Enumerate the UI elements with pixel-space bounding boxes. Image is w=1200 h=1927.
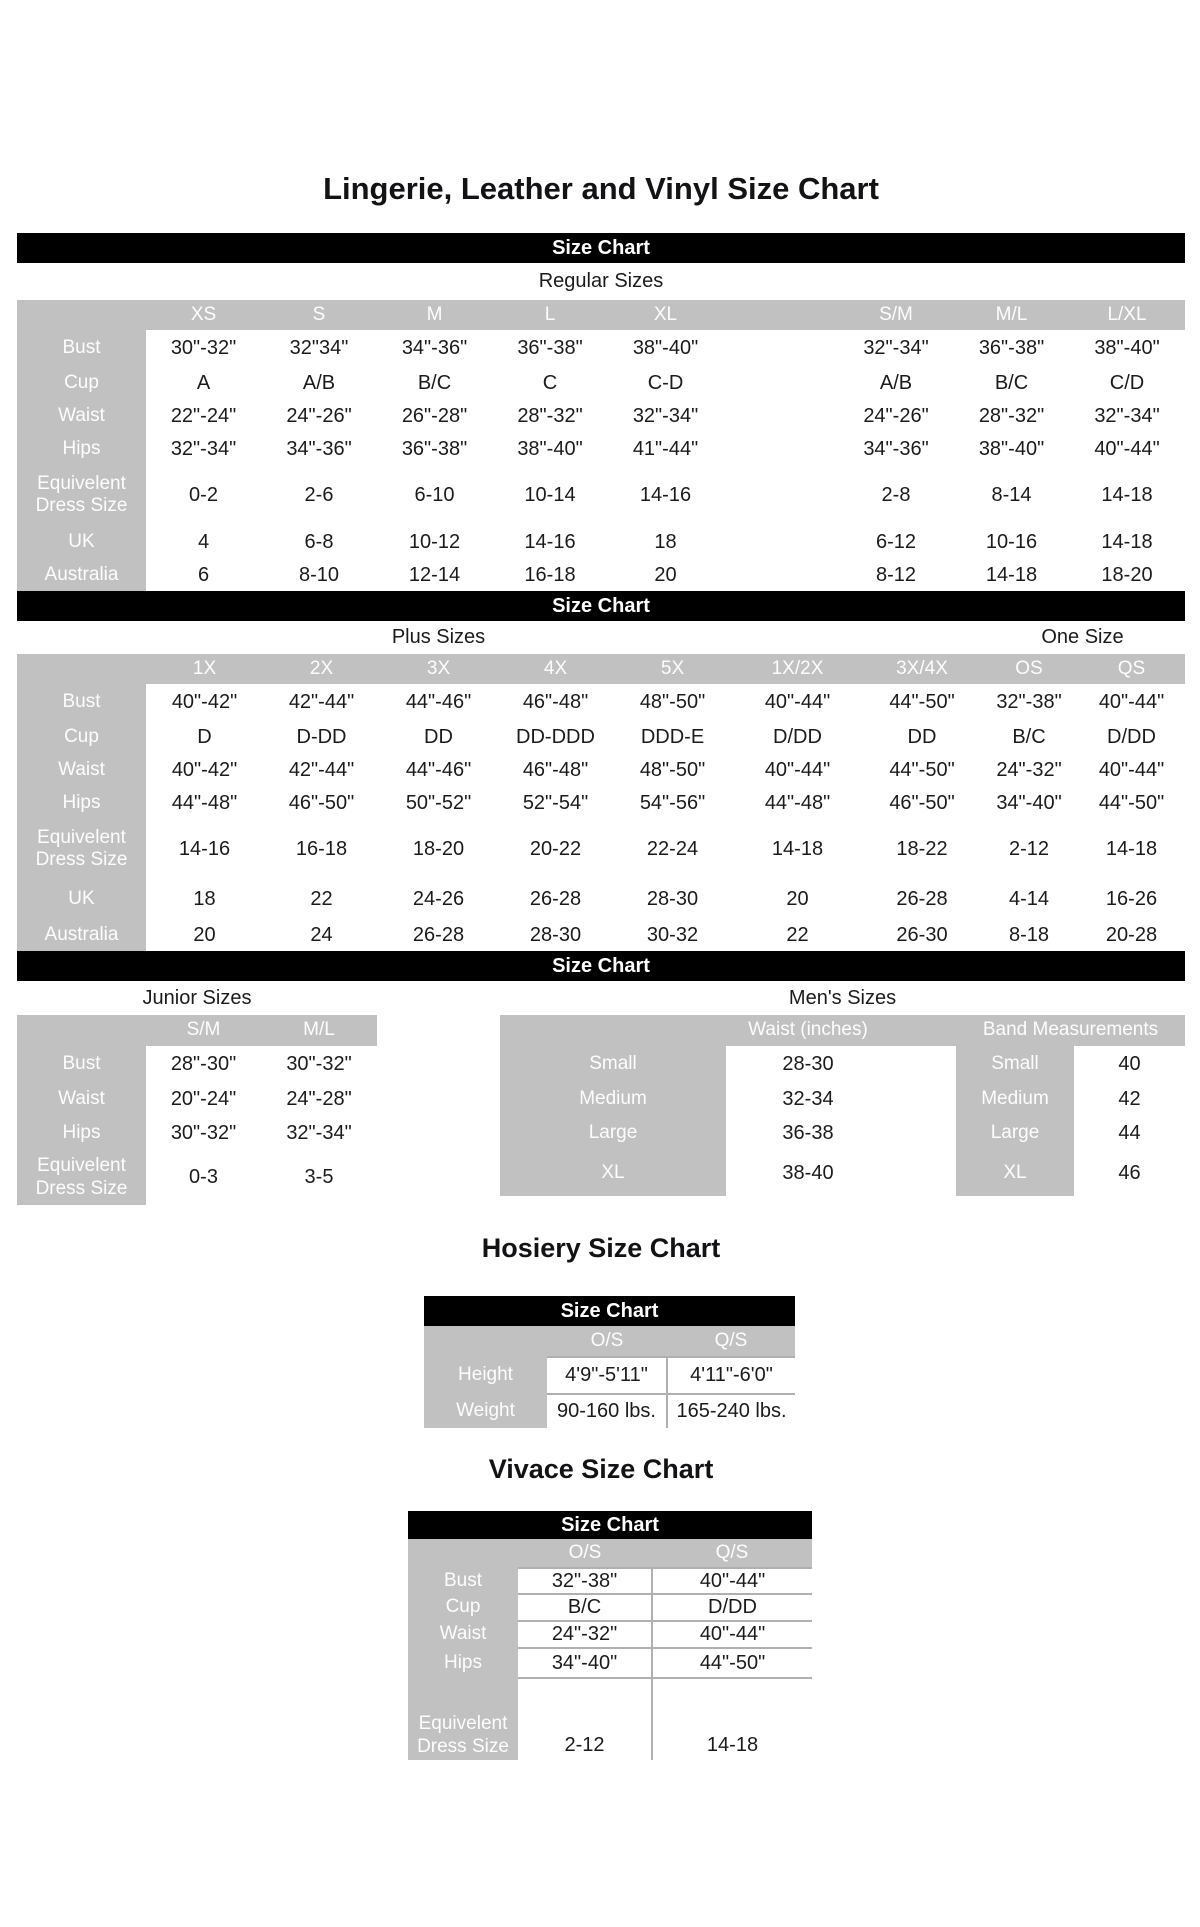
value-cell: 20 [608, 560, 723, 591]
value-cell: 32"-34" [608, 400, 723, 433]
value-cell: 32"-38" [980, 684, 1078, 721]
value-cell: 6-8 [261, 524, 377, 560]
row-label: Waist [408, 1621, 518, 1648]
row-label: Hips [17, 1116, 146, 1150]
value-cell: 40"-44" [1078, 684, 1185, 721]
table-row [17, 524, 1185, 560]
table-row [500, 1150, 1185, 1196]
value-cell: 40"-42" [146, 684, 263, 721]
value-cell: 46"-48" [497, 754, 614, 787]
table-row [17, 1150, 377, 1205]
value-cell: 38"-40" [492, 433, 608, 466]
value-cell: 38"-40" [1069, 330, 1185, 367]
table-row [17, 787, 1185, 820]
value-cell: 26-30 [864, 920, 980, 951]
value-cell: C-D [608, 367, 723, 400]
value-cell: 48"-50" [614, 684, 731, 721]
value-cell: 44"-50" [652, 1648, 812, 1678]
value-cell: 14-18 [1069, 524, 1185, 560]
value-cell: 44"-50" [864, 684, 980, 721]
value-cell: 14-16 [146, 820, 263, 878]
table-row [500, 1046, 1185, 1082]
value-cell: 4'11"-6'0" [667, 1357, 795, 1394]
value-cell: 24"-28" [261, 1082, 377, 1116]
column-header: XS [146, 300, 261, 330]
size-chart-bar: Size Chart [408, 1511, 812, 1539]
value-cell: 40"-42" [146, 754, 263, 787]
value-cell: 28"-32" [492, 400, 608, 433]
value-cell: 44 [1074, 1116, 1185, 1150]
column-header: 2X [263, 654, 380, 684]
value-cell: 54"-56" [614, 787, 731, 820]
row-label: Small [956, 1046, 1074, 1082]
value-cell: B/C [377, 367, 492, 400]
row-label: Cup [17, 367, 146, 400]
spacer-cell [723, 524, 838, 560]
value-cell: 2-8 [838, 466, 954, 524]
value-cell: 30-32 [614, 920, 731, 951]
page-title: Lingerie, Leather and Vinyl Size Chart [323, 171, 879, 206]
value-cell: 90-160 lbs. [547, 1394, 667, 1428]
column-header: 1X [146, 654, 263, 684]
row-label: Waist [17, 400, 146, 433]
spacer-header [890, 1015, 956, 1046]
table-row [408, 1621, 812, 1648]
value-cell: 44"-46" [380, 754, 497, 787]
plus-sizes-group-row [17, 621, 1185, 654]
waist-inches-header: Waist (inches) [726, 1015, 890, 1046]
value-cell: 32"-34" [146, 433, 261, 466]
spacer-cell [890, 1082, 956, 1116]
value-cell: 28-30 [726, 1046, 890, 1082]
row-label: Equivelent Dress Size [408, 1678, 518, 1760]
column-header: S [261, 300, 377, 330]
value-cell: 32"-34" [261, 1116, 377, 1150]
row-label: Cup [17, 721, 146, 754]
value-cell: C/D [1069, 367, 1185, 400]
spacer-cell [723, 560, 838, 591]
value-cell: 46"-48" [497, 684, 614, 721]
hosiery-table [424, 1326, 795, 1428]
corner-cell [500, 1015, 726, 1046]
value-cell: 34"-36" [838, 433, 954, 466]
table-row [500, 1116, 1185, 1150]
value-cell: 32"-34" [838, 330, 954, 367]
band-measurements-header: Band Measurements [956, 1015, 1185, 1046]
value-cell: B/C [518, 1594, 652, 1621]
value-cell: 14-18 [1078, 820, 1185, 878]
value-cell: 20"-24" [146, 1082, 261, 1116]
value-cell: D-DD [263, 721, 380, 754]
value-cell: 38-40 [726, 1150, 890, 1196]
column-header: L [492, 300, 608, 330]
junior-mens-group-row [17, 981, 1185, 1015]
value-cell: 24-26 [380, 878, 497, 920]
value-cell: 14-16 [492, 524, 608, 560]
table-row [17, 1082, 377, 1116]
row-label: Equivelent Dress Size [17, 1150, 146, 1205]
column-header: 1X/2X [731, 654, 864, 684]
value-cell: 165-240 lbs. [667, 1394, 795, 1428]
table-row [408, 1678, 812, 1760]
value-cell: 42 [1074, 1082, 1185, 1116]
table-row [424, 1357, 795, 1394]
row-label: Bust [17, 684, 146, 721]
spacer-header [723, 300, 838, 330]
size-chart-bar: Size Chart [424, 1296, 795, 1326]
value-cell: 16-18 [263, 820, 380, 878]
column-header-row [17, 1015, 377, 1046]
value-cell: 20-22 [497, 820, 614, 878]
value-cell: D/DD [652, 1594, 812, 1621]
column-header-row [424, 1326, 795, 1357]
value-cell: 40"-44" [731, 754, 864, 787]
value-cell: 32"-34" [1069, 400, 1185, 433]
value-cell: 28"-30" [146, 1046, 261, 1082]
value-cell: 36"-38" [492, 330, 608, 367]
value-cell: 40"-44" [652, 1568, 812, 1594]
table-row [408, 1568, 812, 1594]
value-cell: 24"-32" [518, 1621, 652, 1648]
table-row [17, 684, 1185, 721]
value-cell: 41"-44" [608, 433, 723, 466]
value-cell: 20-28 [1078, 920, 1185, 951]
row-label: Equivelent Dress Size [17, 466, 146, 524]
value-cell: DD [380, 721, 497, 754]
value-cell: 6-10 [377, 466, 492, 524]
table-row [17, 367, 1185, 400]
value-cell: 10-16 [954, 524, 1069, 560]
table-row [17, 920, 1185, 951]
row-label: Hips [408, 1648, 518, 1678]
row-label: XL [956, 1150, 1074, 1196]
value-cell: 50"-52" [380, 787, 497, 820]
column-header: O/S [518, 1539, 652, 1568]
value-cell: 42"-44" [263, 754, 380, 787]
table-row [17, 721, 1185, 754]
row-label: Large [500, 1116, 726, 1150]
value-cell: 28"-32" [954, 400, 1069, 433]
row-label: Waist [17, 754, 146, 787]
value-cell: DDD-E [614, 721, 731, 754]
spacer-cell [723, 466, 838, 524]
value-cell: 32"-38" [518, 1568, 652, 1594]
value-cell: 22 [263, 878, 380, 920]
value-cell: 6 [146, 560, 261, 591]
row-label: Equivelent Dress Size [17, 820, 146, 878]
value-cell: 26-28 [864, 878, 980, 920]
column-header: S/M [146, 1015, 261, 1046]
regular-sizes-table [17, 300, 1185, 591]
value-cell: C [492, 367, 608, 400]
column-header: M/L [954, 300, 1069, 330]
value-cell: B/C [980, 721, 1078, 754]
value-cell: 18-20 [1069, 560, 1185, 591]
table-row [17, 433, 1185, 466]
row-label: Cup [408, 1594, 518, 1621]
value-cell: 40"-44" [652, 1621, 812, 1648]
row-label: Height [424, 1357, 547, 1394]
table-row [17, 1046, 377, 1082]
column-header: 3X [380, 654, 497, 684]
value-cell: DD [864, 721, 980, 754]
value-cell: 44"-50" [1078, 787, 1185, 820]
value-cell: 16-26 [1078, 878, 1185, 920]
value-cell: 4'9"-5'11" [547, 1357, 667, 1394]
regular-sizes-group-row [17, 263, 1185, 300]
value-cell: 2-6 [261, 466, 377, 524]
plus-sizes-label: Plus Sizes [391, 626, 486, 648]
value-cell: 40"-44" [1069, 433, 1185, 466]
value-cell: 40"-44" [1078, 754, 1185, 787]
column-header: M/L [261, 1015, 377, 1046]
value-cell: 44"-46" [380, 684, 497, 721]
value-cell: 34"-36" [261, 433, 377, 466]
value-cell: 30"-32" [261, 1046, 377, 1082]
corner-cell [424, 1326, 547, 1357]
vivace-section [408, 1511, 812, 1760]
column-header: QS [1078, 654, 1185, 684]
row-label: Australia [17, 920, 146, 951]
table-row [17, 754, 1185, 787]
spacer-cell [723, 433, 838, 466]
value-cell: 28-30 [497, 920, 614, 951]
value-cell: 22-24 [614, 820, 731, 878]
row-label: Bust [17, 1046, 146, 1082]
value-cell: 40 [1074, 1046, 1185, 1082]
junior-sizes-label: Junior Sizes [142, 986, 252, 1009]
one-size-label: One Size [1041, 626, 1124, 648]
junior-sizes-table [17, 1015, 377, 1205]
value-cell: 44"-50" [864, 754, 980, 787]
value-cell: 14-18 [731, 820, 864, 878]
value-cell: 2-12 [518, 1678, 652, 1760]
junior-mens-tables-row [17, 1015, 1185, 1205]
value-cell: 14-18 [1069, 466, 1185, 524]
corner-cell [17, 300, 146, 330]
value-cell: A [146, 367, 261, 400]
row-label: Bust [408, 1568, 518, 1594]
value-cell: 3-5 [261, 1150, 377, 1205]
value-cell: 8-12 [838, 560, 954, 591]
spacer-cell [890, 1116, 956, 1150]
value-cell: D/DD [1078, 721, 1185, 754]
value-cell: 8-18 [980, 920, 1078, 951]
value-cell: 0-2 [146, 466, 261, 524]
value-cell: 4 [146, 524, 261, 560]
value-cell: 24 [263, 920, 380, 951]
value-cell: 26"-28" [377, 400, 492, 433]
value-cell: DD-DDD [497, 721, 614, 754]
mens-header-row [500, 1015, 1185, 1046]
value-cell: 42"-44" [263, 684, 380, 721]
value-cell: 24"-26" [838, 400, 954, 433]
table-row [17, 560, 1185, 591]
hosiery-title: Hosiery Size Chart [481, 1233, 721, 1263]
value-cell: 38"-40" [954, 433, 1069, 466]
value-cell: 6-12 [838, 524, 954, 560]
table-row [500, 1082, 1185, 1116]
value-cell: 22"-24" [146, 400, 261, 433]
row-label: UK [17, 878, 146, 920]
column-header: L/XL [1069, 300, 1185, 330]
row-label: Waist [17, 1082, 146, 1116]
spacer-cell [723, 330, 838, 367]
value-cell: 32-34 [726, 1082, 890, 1116]
value-cell: 46"-50" [864, 787, 980, 820]
value-cell: 8-10 [261, 560, 377, 591]
value-cell: 30"-32" [146, 330, 261, 367]
plus-sizes-table [17, 654, 1185, 951]
value-cell: 20 [146, 920, 263, 951]
value-cell: 46 [1074, 1150, 1185, 1196]
table-row [408, 1648, 812, 1678]
column-header: 5X [614, 654, 731, 684]
value-cell: 18-22 [864, 820, 980, 878]
table-row [17, 878, 1185, 920]
row-label: Hips [17, 433, 146, 466]
spacer-cell [723, 400, 838, 433]
value-cell: 34"-40" [980, 787, 1078, 820]
spacer-cell [890, 1046, 956, 1082]
value-cell: 52"-54" [497, 787, 614, 820]
table-row [17, 820, 1185, 878]
row-label: Bust [17, 330, 146, 367]
size-chart-bar: Size Chart [17, 951, 1185, 981]
table-row [408, 1594, 812, 1621]
table-row [17, 330, 1185, 367]
table-row [17, 400, 1185, 433]
value-cell: 36-38 [726, 1116, 890, 1150]
column-header: Q/S [652, 1539, 812, 1568]
corner-cell [408, 1539, 518, 1568]
row-label: Large [956, 1116, 1074, 1150]
value-cell: D/DD [731, 721, 864, 754]
value-cell: 18 [608, 524, 723, 560]
column-header-row [17, 654, 1185, 684]
column-header: Q/S [667, 1326, 795, 1357]
spacer-cell [890, 1150, 956, 1196]
value-cell: 26-28 [380, 920, 497, 951]
row-label: UK [17, 524, 146, 560]
value-cell: 48"-50" [614, 754, 731, 787]
size-chart-bar: Size Chart [17, 233, 1185, 263]
column-header: XL [608, 300, 723, 330]
value-cell: A/B [838, 367, 954, 400]
value-cell: D [146, 721, 263, 754]
value-cell: 40"-44" [731, 684, 864, 721]
value-cell: 44"-48" [146, 787, 263, 820]
row-label: Medium [500, 1082, 726, 1116]
table-row [17, 1116, 377, 1150]
column-header: S/M [838, 300, 954, 330]
column-header-row [408, 1539, 812, 1568]
value-cell: 16-18 [492, 560, 608, 591]
row-label: Hips [17, 787, 146, 820]
value-cell: 36"-38" [954, 330, 1069, 367]
mens-sizes-table [500, 1015, 1185, 1196]
value-cell: 24"-32" [980, 754, 1078, 787]
hosiery-section [424, 1296, 795, 1428]
value-cell: 18 [146, 878, 263, 920]
size-chart-bar: Size Chart [17, 591, 1185, 621]
value-cell: 0-3 [146, 1150, 261, 1205]
value-cell: 14-18 [954, 560, 1069, 591]
row-label: Small [500, 1046, 726, 1082]
value-cell: 34"-40" [518, 1648, 652, 1678]
value-cell: 20 [731, 878, 864, 920]
column-header: 4X [497, 654, 614, 684]
value-cell: 12-14 [377, 560, 492, 591]
value-cell: A/B [261, 367, 377, 400]
value-cell: 26-28 [497, 878, 614, 920]
corner-cell [17, 1015, 146, 1046]
value-cell: 10-12 [377, 524, 492, 560]
page-content [17, 0, 1185, 1760]
table-row [424, 1394, 795, 1428]
column-header: 3X/4X [864, 654, 980, 684]
corner-cell [17, 654, 146, 684]
value-cell: 36"-38" [377, 433, 492, 466]
value-cell: 2-12 [980, 820, 1078, 878]
value-cell: 46"-50" [263, 787, 380, 820]
table-row [17, 466, 1185, 524]
value-cell: 24"-26" [261, 400, 377, 433]
value-cell: 28-30 [614, 878, 731, 920]
spacer-cell [723, 367, 838, 400]
value-cell: 18-20 [380, 820, 497, 878]
regular-sizes-label: Regular Sizes [538, 270, 664, 292]
value-cell: 22 [731, 920, 864, 951]
value-cell: 32"34" [261, 330, 377, 367]
vivace-table [408, 1539, 812, 1760]
row-label: XL [500, 1150, 726, 1196]
column-header: O/S [547, 1326, 667, 1357]
column-header: OS [980, 654, 1078, 684]
column-header-row [17, 300, 1185, 330]
value-cell: 10-14 [492, 466, 608, 524]
value-cell: 44"-48" [731, 787, 864, 820]
row-label: Australia [17, 560, 146, 591]
value-cell: 14-18 [652, 1678, 812, 1760]
vivace-title: Vivace Size Chart [488, 1454, 714, 1484]
value-cell: 8-14 [954, 466, 1069, 524]
value-cell: 30"-32" [146, 1116, 261, 1150]
row-label: Medium [956, 1082, 1074, 1116]
value-cell: 34"-36" [377, 330, 492, 367]
mens-sizes-label: Men's Sizes [788, 986, 897, 1009]
row-label: Weight [424, 1394, 547, 1428]
value-cell: B/C [954, 367, 1069, 400]
value-cell: 4-14 [980, 878, 1078, 920]
value-cell: 14-16 [608, 466, 723, 524]
value-cell: 38"-40" [608, 330, 723, 367]
column-header: M [377, 300, 492, 330]
